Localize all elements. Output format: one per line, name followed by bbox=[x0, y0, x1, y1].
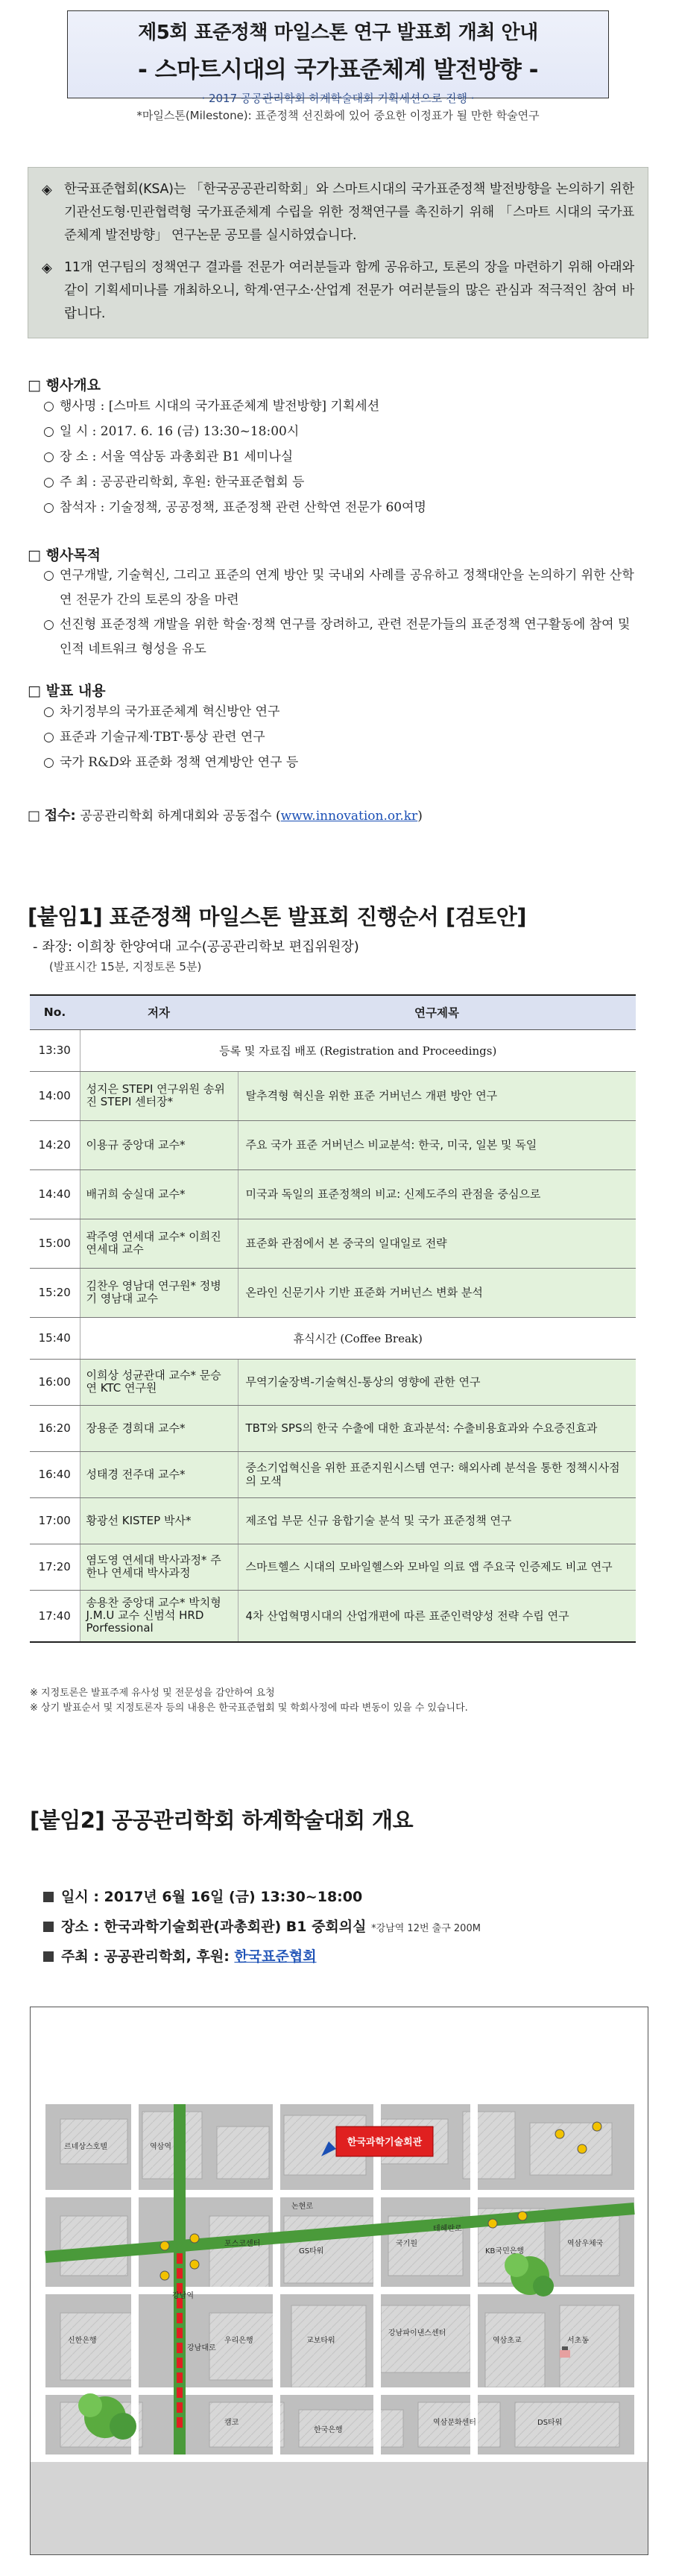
place-row: 장소 : 한국과학기술회관(과총회관) B1 중회의실 *강남역 12번 출구 200M bbox=[43, 1916, 481, 1936]
table-row: 15:20 김찬우 영남대 연구원* 정병기 영남대 교수 온라인 신문기사 기반 표준화 거버넌스 변화 분석 bbox=[30, 1268, 636, 1317]
svg-text:역삼초교: 역삼초교 bbox=[493, 2337, 522, 2345]
apply-link[interactable]: www.innovation.or.kr bbox=[280, 809, 418, 824]
svg-text:르네상스호텔: 르네상스호텔 bbox=[64, 2143, 107, 2151]
apply-label: 접수: bbox=[44, 808, 76, 824]
table-header-row bbox=[30, 995, 636, 1029]
header-box bbox=[67, 10, 609, 105]
table-row: 13:30 등록 및 자료집 배포 (Registration and Proceedings) bbox=[30, 1029, 636, 1071]
time-note: (발표시간 15분, 지정토론 5분) bbox=[49, 960, 202, 973]
apply-text: 공공관리학회 하계대회와 공동접수 ( bbox=[80, 809, 281, 824]
diamond-bullet-icon: ◈ bbox=[42, 182, 52, 198]
square-bullet-icon bbox=[43, 1951, 54, 1962]
svg-text:우리은행: 우리은행 bbox=[224, 2337, 253, 2345]
svg-text:강남역: 강남역 bbox=[172, 2292, 194, 2300]
table-note: ※ 지정토론은 발표주제 유사성 및 전문성을 감안하여 요청 bbox=[30, 1688, 275, 1699]
svg-text:DS타워: DS타워 bbox=[537, 2419, 563, 2427]
table-notes bbox=[30, 1686, 648, 1716]
chair-line: - 좌장: 이희창 한양여대 교수(공공관리학보 편집위원장) bbox=[33, 939, 359, 955]
overview-heading: □ 행사개요 bbox=[28, 377, 101, 394]
table-row: 17:40 송용찬 중앙대 교수* 박치형 J.M.U 교수 신범석 HRD Porfessional 4차 산업혁명시대의 산업개편에 따른 표준인력양성 전략 수립 연구 bbox=[30, 1590, 636, 1642]
host-row: 주최 : 공공관리학회, 후원: 한국표준협회 bbox=[43, 1945, 317, 1966]
map-area bbox=[45, 2104, 634, 2455]
list-item: ○ 선진형 표준정책 개발을 위한 학술·정책 연구를 장려하고, 관련 전문가들의 표준정책 연구활동에 참여 및 인적 네트워크 형성을 유도 bbox=[43, 617, 631, 657]
topics-list bbox=[43, 699, 639, 775]
header-line3: · 2017 공공관리학회 하계학술대회 기획세션으로 진행 · bbox=[201, 92, 475, 105]
place-note: *강남역 12번 출구 200M bbox=[371, 1923, 481, 1934]
list-item: ○ 행사명 : [스마트 시대의 국가표준체계 발전방향] 기획세션 bbox=[43, 399, 380, 414]
list-item: ○ 국가 R&D와 표준화 정책 연계방안 연구 등 bbox=[43, 755, 299, 770]
table-row: 16:00 이희상 성균관대 교수* 문승연 KTC 연구원 무역기술장벽-기술혁신-통상의 영향에 관한 연구 bbox=[30, 1359, 636, 1405]
table-note: ※ 상기 발표순서 및 지정토론자 등의 내용은 한국표준협회 및 학회사정에 따라 변동이 있을 수 있습니다. bbox=[30, 1702, 468, 1714]
table-row: 14:40 배귀희 숭실대 교수* 미국과 독일의 표준정책의 비교: 신제도주의 관점을 중심으로 bbox=[30, 1169, 636, 1219]
diamond-bullet-icon: ◈ bbox=[42, 260, 52, 276]
purpose-heading: □ 행사목적 bbox=[28, 547, 101, 564]
square-bullet-icon bbox=[43, 1922, 54, 1932]
table-row: 16:20 장용준 경희대 교수* TBT와 SPS의 한국 수출에 대한 효과분석: 수출비용효과와 수요증진효과 bbox=[30, 1405, 636, 1451]
list-item: ○ 일 시 : 2017. 6. 16 (금) 13:30~18:00시 bbox=[43, 424, 300, 439]
svg-text:포스코센터: 포스코센터 bbox=[224, 2240, 261, 2248]
column-header: No. bbox=[30, 995, 80, 1029]
map-footer-band bbox=[31, 2462, 648, 2554]
svg-text:역삼문화센터: 역삼문화센터 bbox=[433, 2419, 476, 2427]
list-item: ○ 참석자 : 기술정책, 공공정책, 표준정책 관련 산학연 전문가 60여명 bbox=[43, 500, 426, 515]
intro-paragraph-1-text: 한국표준협회(KSA)는 「한국공공관리학회」와 스마트시대의 국가표준정책 발전방향을 논의하기 위한 기관선도형·민관협력형 국가표준체계 수립을 위한 정책연구를 촉진하기 위해 「스마트 시대의 국가표준체계 발전방향」 연구논문 공모를 실시하였습니다. bbox=[64, 182, 634, 243]
svg-text:GS타워: GS타워 bbox=[299, 2247, 324, 2255]
table-row: 16:40 성태경 전주대 교수* 중소기업혁신을 위한 표준지원시스템 연구: 해외사례 분석을 통한 정책시사점의 모색 bbox=[30, 1451, 636, 1497]
intro-paragraph-2 bbox=[42, 256, 634, 326]
intro-box bbox=[28, 167, 648, 338]
table-row: 14:00 성지은 STEPI 연구위원 송위진 STEPI 센터장* 탈추격형 혁신을 위한 표준 거버넌스 개편 방안 연구 bbox=[30, 1071, 636, 1120]
svg-text:신한은행: 신한은행 bbox=[68, 2337, 97, 2345]
milestone-note: *마일스톤(Milestone): 표준정책 선진화에 있어 중요한 이정표가 될 만한 학술연구 bbox=[136, 109, 540, 122]
header-line2: - 스마트시대의 국가표준체계 발전방향 - bbox=[137, 57, 539, 83]
table-row: 15:00 곽주영 연세대 교수* 이희진 연세대 교수 표준화 관점에서 본 중국의 일대일로 전략 bbox=[30, 1219, 636, 1268]
svg-text:한국과학기술회관: 한국과학기술회관 bbox=[347, 2137, 423, 2148]
purpose-list bbox=[43, 564, 639, 662]
attachment2-title: [붙임2] 공공관리학회 하계학술대회 개요 bbox=[30, 1808, 414, 1833]
svg-text:역삼우체국: 역삼우체국 bbox=[567, 2240, 604, 2248]
svg-text:캠코: 캠코 bbox=[224, 2419, 239, 2427]
location-map bbox=[30, 2007, 648, 2555]
list-item: ○ 차기정부의 국가표준체계 혁신방안 연구 bbox=[43, 704, 280, 719]
svg-text:한국은행: 한국은행 bbox=[314, 2426, 343, 2434]
list-item: ○ 표준과 기술규제·TBT·통상 관련 연구 bbox=[43, 730, 265, 745]
list-item: ○ 주 최 : 공공관리학회, 후원: 한국표준협회 등 bbox=[43, 475, 305, 490]
intro-paragraph-2-text: 11개 연구팀의 정책연구 결과를 전문가 여러분들과 함께 공유하고, 토론의 장을 마련하기 위해 아래와 같이 기획세미나를 개최하오니, 학계·연구소·산업계 전문가 여러분들의 많은 관심과 적극적인 참여 바랍니다. bbox=[64, 260, 634, 321]
svg-text:KB국민은행: KB국민은행 bbox=[485, 2247, 525, 2255]
table-row: 14:20 이용규 중앙대 교수* 주요 국가 표준 거버넌스 비교분석: 한국, 미국, 일본 및 독일 bbox=[30, 1120, 636, 1169]
column-header: 저자 bbox=[80, 995, 238, 1029]
schedule-table bbox=[30, 994, 636, 1643]
square-bullet-icon bbox=[43, 1892, 54, 1902]
target-building bbox=[336, 2127, 433, 2156]
date-row: 일시 : 2017년 6월 16일 (금) 13:30~18:00 bbox=[43, 1886, 362, 1906]
column-header: 연구제목 bbox=[238, 995, 636, 1029]
svg-text:서초동: 서초동 bbox=[567, 2337, 589, 2345]
svg-text:국기원: 국기원 bbox=[396, 2240, 417, 2248]
header-line1: 제5회 표준정책 마일스톤 연구 발표회 개최 안내 bbox=[138, 22, 538, 44]
svg-text:논현로: 논현로 bbox=[291, 2203, 313, 2211]
table-row: 17:20 염도영 연세대 박사과정* 주한나 연세대 박사과정 스마트헬스 시대의 모바일헬스와 모바일 의료 앱 주요국 인증제도 비교 연구 bbox=[30, 1544, 636, 1590]
list-item: ○ 연구개발, 기술혁신, 그리고 표준의 연계 방안 및 국내외 사례를 공유하고 정책대안을 논의하기 위한 산학연 전문가 간의 토론의 장을 마련 bbox=[43, 568, 634, 607]
svg-text:교보타워: 교보타워 bbox=[306, 2337, 335, 2345]
host-link[interactable]: 한국표준협회 bbox=[234, 1948, 317, 1965]
apply-line: □ 접수: 공공관리학회 하계대회와 공동접수 (www.innovation.or.kr) bbox=[28, 808, 423, 824]
topics-heading: □ 발표 내용 bbox=[28, 683, 106, 699]
table-row: 17:00 황광선 KISTEP 박사* 제조업 부문 신규 융합기술 분석 및 국가 표준정책 연구 bbox=[30, 1497, 636, 1544]
table-row: 15:40 휴식시간 (Coffee Break) bbox=[30, 1317, 636, 1359]
svg-text:강남대로: 강남대로 bbox=[187, 2344, 216, 2352]
svg-text:역삼역: 역삼역 bbox=[150, 2143, 171, 2151]
overview-list bbox=[43, 394, 639, 520]
list-item: ○ 장 소 : 서울 역삼동 과총회관 B1 세미나실 bbox=[43, 449, 294, 464]
attachment1-title: [붙임1] 표준정책 마일스톤 발표회 진행순서 [검토안] bbox=[28, 904, 526, 929]
svg-text:강남파이낸스센터: 강남파이낸스센터 bbox=[388, 2329, 446, 2337]
intro-paragraph-1 bbox=[42, 178, 634, 247]
map-svg bbox=[31, 2007, 648, 2554]
svg-text:테헤란로: 테헤란로 bbox=[433, 2225, 462, 2233]
